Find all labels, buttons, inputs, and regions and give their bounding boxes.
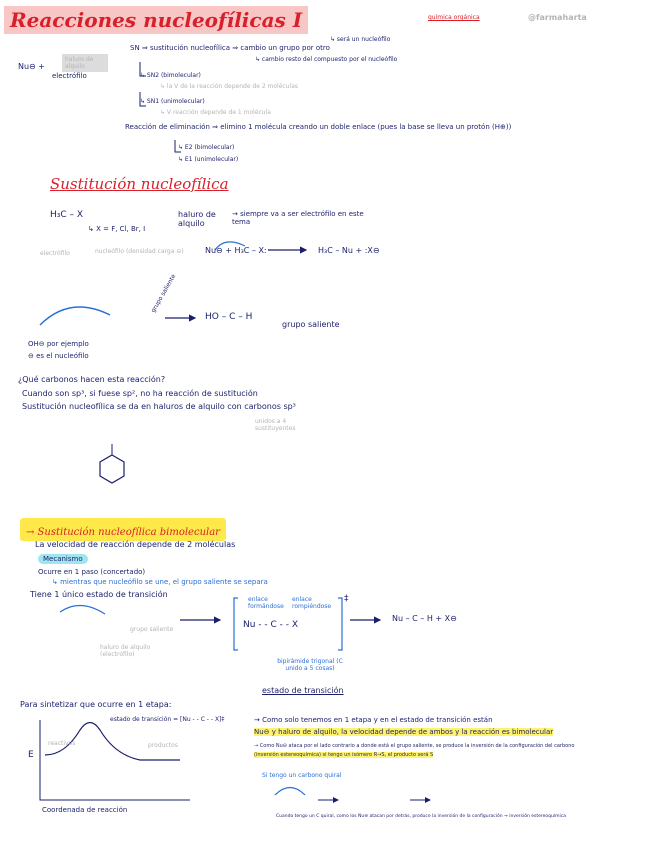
result-2-text: Nu⊖ y haluro de alquilo, la velocidad depende de ambos y la reacción es bimolecular	[254, 728, 554, 736]
author-watermark: @farmaharta	[528, 13, 587, 22]
e2-label: ↳ E2 (bimolecular)	[178, 144, 235, 151]
sn1-note: ↳ V reacción depende de 1 molécula	[160, 109, 271, 116]
sn2-banner	[20, 518, 226, 541]
grupo-saliente-annot: grupo saliente	[149, 273, 178, 314]
question-carbonos: ¿Qué carbonos hacen esta reacción?	[18, 375, 166, 384]
grey-grupo-saliente: grupo saliente	[130, 626, 174, 633]
nucleophile-note: ⊖ es el nucleófilo	[28, 352, 89, 360]
quiral-note: Si tengo un carbono quiral	[262, 772, 342, 779]
section-title-sustitucion: Sustitución nucleofílica	[50, 175, 229, 193]
halogen-list: ↳ X = F, Cl, Br, I	[88, 225, 146, 233]
result-4	[254, 752, 433, 758]
answer-1: Cuando son sp³, si fuese sp², no ha reacción de sustitución	[22, 389, 258, 398]
enlace-formandose: enlace formándose	[248, 596, 284, 610]
e1-label: ↳ E1 (unimolecular)	[178, 156, 239, 163]
reactivos-label: reactivos	[48, 740, 76, 747]
enlace-rompiendose: enlace rompiéndose	[292, 596, 332, 610]
result-1: → Como solo tenemos en 1 etapa y en el estado de transición están	[254, 716, 493, 724]
sn1-label: ↳ SN1 (unimolecular)	[140, 98, 205, 105]
grupo-saliente-label: grupo saliente	[282, 320, 340, 329]
bipiramide-note: bipirámide trigonal (C unido a 5 cosas)	[277, 658, 343, 672]
product-formula: HO – C – H	[205, 312, 253, 322]
concerted-note: ↳ mientras que nucleófilo se une, el grupo saliente se separa	[52, 578, 268, 586]
transition-state: Nu - - C - - X	[243, 620, 299, 630]
grey-electrofilo: electrófilo	[40, 250, 70, 257]
sn2-product: Nu – C – H + X⊖	[392, 614, 457, 623]
electrophile-label: electrófilo	[52, 72, 87, 80]
equation-right: H₃C – Nu + :X⊖	[318, 246, 380, 255]
grey-unidos: unidos a 4 sustituyentes	[255, 418, 296, 432]
one-step: Ocurre en 1 paso (concertado)	[38, 568, 146, 576]
sn2-note: ↳ la V de la reacción depende de 2 moléculas	[160, 83, 298, 90]
sn-definition: SN ⇒ sustitución nucleofílica ⇒ cambio un grupo por otro	[130, 44, 330, 52]
footer-note: Cuando tengo un C quiral, como los Nu⊖ atacan por detrás, produce la inversión de la configuración → inversión estereoquímica	[276, 814, 566, 819]
mecanismo-pill: Mecanismo	[38, 554, 88, 564]
answer-2: Sustitución nucleofílica se da en haluros de alquilo con carbonos sp³	[22, 402, 296, 411]
equation-left: Nu⊖ + H₃C – X:	[205, 246, 267, 255]
one-ts: Tiene 1 único estado de transición	[30, 590, 168, 599]
sn-note-2: ↳ cambio resto del compuesto por el nucleófilo	[255, 56, 398, 63]
grey-nucleofilo: nucleófilo (densidad carga ⊖)	[95, 248, 184, 255]
title-banner	[4, 6, 308, 34]
estado-transicion-label: estado de transición	[262, 686, 344, 695]
grey-haluro: haluro de alquilo (electrófilo)	[100, 644, 151, 658]
page-title: Reacciones nucleofílicas I	[10, 8, 303, 32]
elimination-definition: Reacción de eliminación ⇒ elimino 1 molécula creando un doble enlace (pues la base se lleva un protón (H⊕))	[125, 123, 512, 131]
sn-note-1: ↳ será un nucleófilo	[330, 36, 391, 43]
productos-label: productos	[148, 742, 178, 749]
sn2-title: → Sustitución nucleofílica bimolecular	[26, 527, 220, 538]
electrophile-box: haluro de alquilo	[62, 54, 108, 72]
sintetizar-title: Para sintetizar que ocurre en 1 etapa:	[20, 700, 172, 709]
energy-axis: E	[28, 750, 34, 760]
reaction-coordinate: Coordenada de reacción	[42, 806, 128, 814]
result-2	[254, 728, 553, 736]
result-4-text: (inversión estereoquímica) si tengo un isómero R→S, el producto será S	[254, 752, 434, 758]
siempre-note: → siempre va a ser electrófilo en este tema	[232, 210, 364, 226]
haloalkane-formula: H₃C – X	[50, 210, 84, 220]
oh-example: OH⊖ por ejemplo	[28, 340, 89, 348]
sn2-velocity: La velocidad de reacción depende de 2 moléculas	[35, 540, 236, 549]
topic-tag: química orgánica	[428, 14, 480, 21]
haluro-label: haluro de alquilo	[178, 210, 216, 228]
result-3: → Como Nu⊖ ataca por el lado contrario a donde está el grupo saliente, se produce la inversión de la configuración del carbono	[254, 743, 575, 749]
ts-dagger: ‡	[344, 594, 349, 604]
graph-ts-label: estado de transición = [Nu - - C - - X]‡	[110, 716, 225, 723]
sn2-label: ↳ SN2 (bimolecular)	[140, 72, 201, 79]
nucleophile-label: Nu⊖ +	[18, 62, 46, 71]
